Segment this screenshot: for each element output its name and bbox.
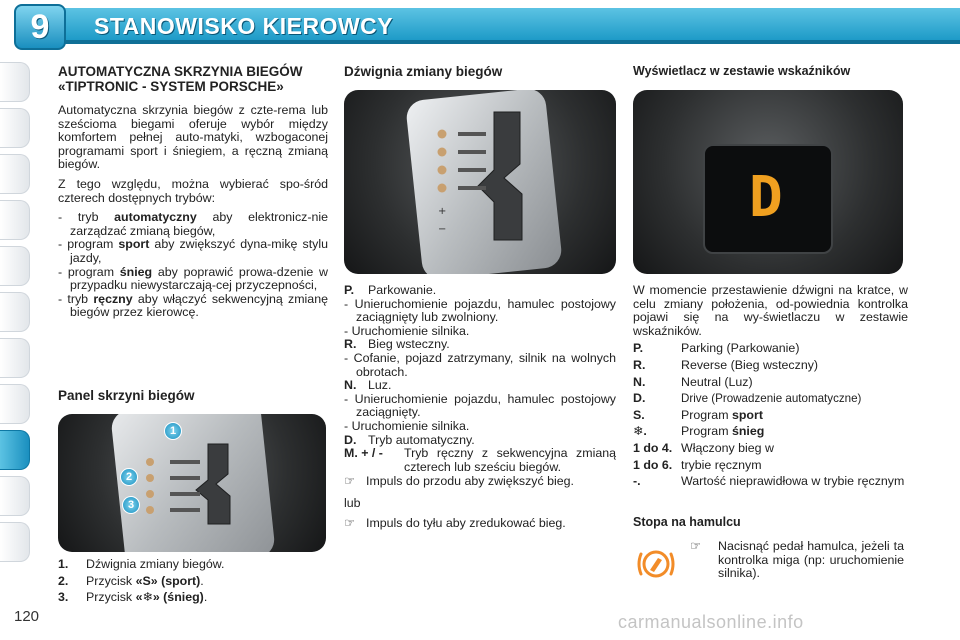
side-tab[interactable] [0,108,30,148]
intro-paragraph: Automatyczna skrzynia biegów z czte-rema lub sześcioma biegami oferuje wybór między komfortem pełnej auto-matyki, wzbogaconej programami sport i śniegiem, a ręczną zmianą biegów. [58,103,328,172]
gear-p: P. Parkowanie. [344,283,437,297]
brake-text [690,540,904,581]
display-text [633,284,908,492]
section-title: AUTOMATYCZNA SKRZYNIA BIEGÓW «TIPTRONIC - SYSTEM PORSCHE» [58,64,303,94]
gear-r-desc: - Cofanie, pojazd zatrzymany, silnik na wolnych obrotach. [344,350,616,379]
gear-n-desc: - Uruchomienie silnika. [344,418,470,433]
mode-item: - tryb automatyczny aby elektronicz-nie zarządzać zmianą biegów, [58,210,328,238]
page-number: 120 [14,608,40,625]
side-tab[interactable] [0,62,30,102]
gearbox-panel-illustration [58,414,326,552]
display-row: P. Parking (Parkowanie) [633,341,800,356]
chapter-side-tabs [0,62,36,568]
gear-p-desc: - Unieruchomienie pojazdu, hamulec postojowy zaciągnięty lub zwolniony. [344,296,616,325]
display-row: D. Drive (Prowadzenie automatyczne) [633,391,862,406]
lever-positions-text [344,284,616,530]
side-tab[interactable] [0,338,30,378]
chapter-number: 9 [30,7,50,46]
page-header [0,0,960,52]
gear-n-desc: - Unieruchomienie pojazdu, hamulec postojowy zaciągnięty. [344,391,616,420]
gear-r: R. Bieg wsteczny. [344,337,450,352]
column-gearbox-intro [58,64,328,320]
display-row: ❄. Program śnieg [633,424,765,439]
panel-title: Panel skrzyni biegów [58,388,195,403]
callout-2: 2 [120,468,138,486]
header-bar-shadow [40,40,960,44]
bullet-upshift: ☞ Impuls do przodu aby zwiększyć bieg. [344,474,574,489]
instrument-display-photo [633,90,903,274]
mode-item: - program sport aby zwiększyć dyna-mikę stylu jazdy, [58,237,328,265]
section-title-lever: Dźwignia zmiany biegów [344,64,503,79]
display-row: S. Program sport [633,407,763,422]
callout-1: 1 [164,422,182,440]
display-intro: W momencie przestawienie dźwigni na kratce, w celu zmiany położenia, od-powiednia kontrolka pojawi się na wy-świetlaczu w zestawie wskaźników. [633,283,908,338]
display-row: 1 do 6. trybie ręcznym [633,457,762,472]
section-title-display: Wyświetlacz w zestawie wskaźników [633,64,851,78]
side-tab[interactable] [0,154,30,194]
mode-list [58,211,328,320]
or-text: lub [344,495,361,510]
chapter-badge [14,4,66,50]
svg-text:−: − [438,224,447,235]
display-row: R. Reverse (Bieg wsteczny) [633,357,819,372]
display-row: N. Neutral (Luz) [633,374,753,389]
display-row: -. Wartość nieprawidłowa w trybie ręcznym [633,474,905,489]
page-title: STANOWISKO KIEROWCY [94,13,394,39]
hand-pointer-icon: ☞ [690,539,702,553]
gear-d: D. Tryb automatyczny. [344,432,475,447]
intro-paragraph-2: Z tego względu, można wybierać spo-śród czterech dostępnych trybów: [58,176,328,205]
hand-pointer-icon: ☞ [344,515,356,530]
gearbox-panel-photo [58,414,326,552]
callout-3: 3 [122,496,140,514]
legend-item: 3. Przycisk «❄» (śnieg). [58,590,208,605]
hand-pointer-icon: ☞ [344,474,356,489]
gear-n: N. Luz. [344,378,392,393]
side-tab[interactable] [0,200,30,240]
panel-legend [58,558,328,608]
side-tab[interactable] [0,292,30,332]
legend-item: 1. Dźwignia zmiany biegów. [58,557,225,571]
mode-item: - tryb ręczny aby włączyć sekwencyjną zmianę biegów przez kierowcę. [58,291,328,320]
legend-item: 2. Przycisk «S» (sport). [58,573,204,588]
brake-instruction: ☞ Nacisnąć pedał hamulca, jeżeli ta kontrolka miga (np: uruchomienie silnika). [690,539,904,581]
bullet-downshift: ☞ Impuls do tyłu aby zredukować bieg. [344,515,566,530]
side-tab[interactable] [0,384,30,424]
display-row: 1 do 4. Włączony bieg w [633,440,774,455]
mode-item: - program śnieg aby poprawić prowa-dzenie w przypadku niewystarczają-cej przyczepności, [58,264,328,293]
gear-m: M. + / - Tryb ręczny z sekwencyjna zmianą czterech lub sześciu biegów. [344,446,616,474]
gear-lever-photo [344,90,616,274]
brake-pedal-warning-icon [636,544,676,584]
side-tab[interactable] [0,522,30,562]
gear-p-desc: - Uruchomienie silnika. [344,323,470,338]
svg-text:+: + [438,206,447,217]
brake-title: Stopa na hamulcu [633,515,741,529]
side-tab[interactable] [0,246,30,286]
watermark: carmanualsonline.info [618,612,804,632]
side-tab-active[interactable] [0,430,30,470]
display-gear-indicator: D [749,165,783,230]
side-tab[interactable] [0,476,30,516]
gear-lever-illustration [344,90,616,274]
